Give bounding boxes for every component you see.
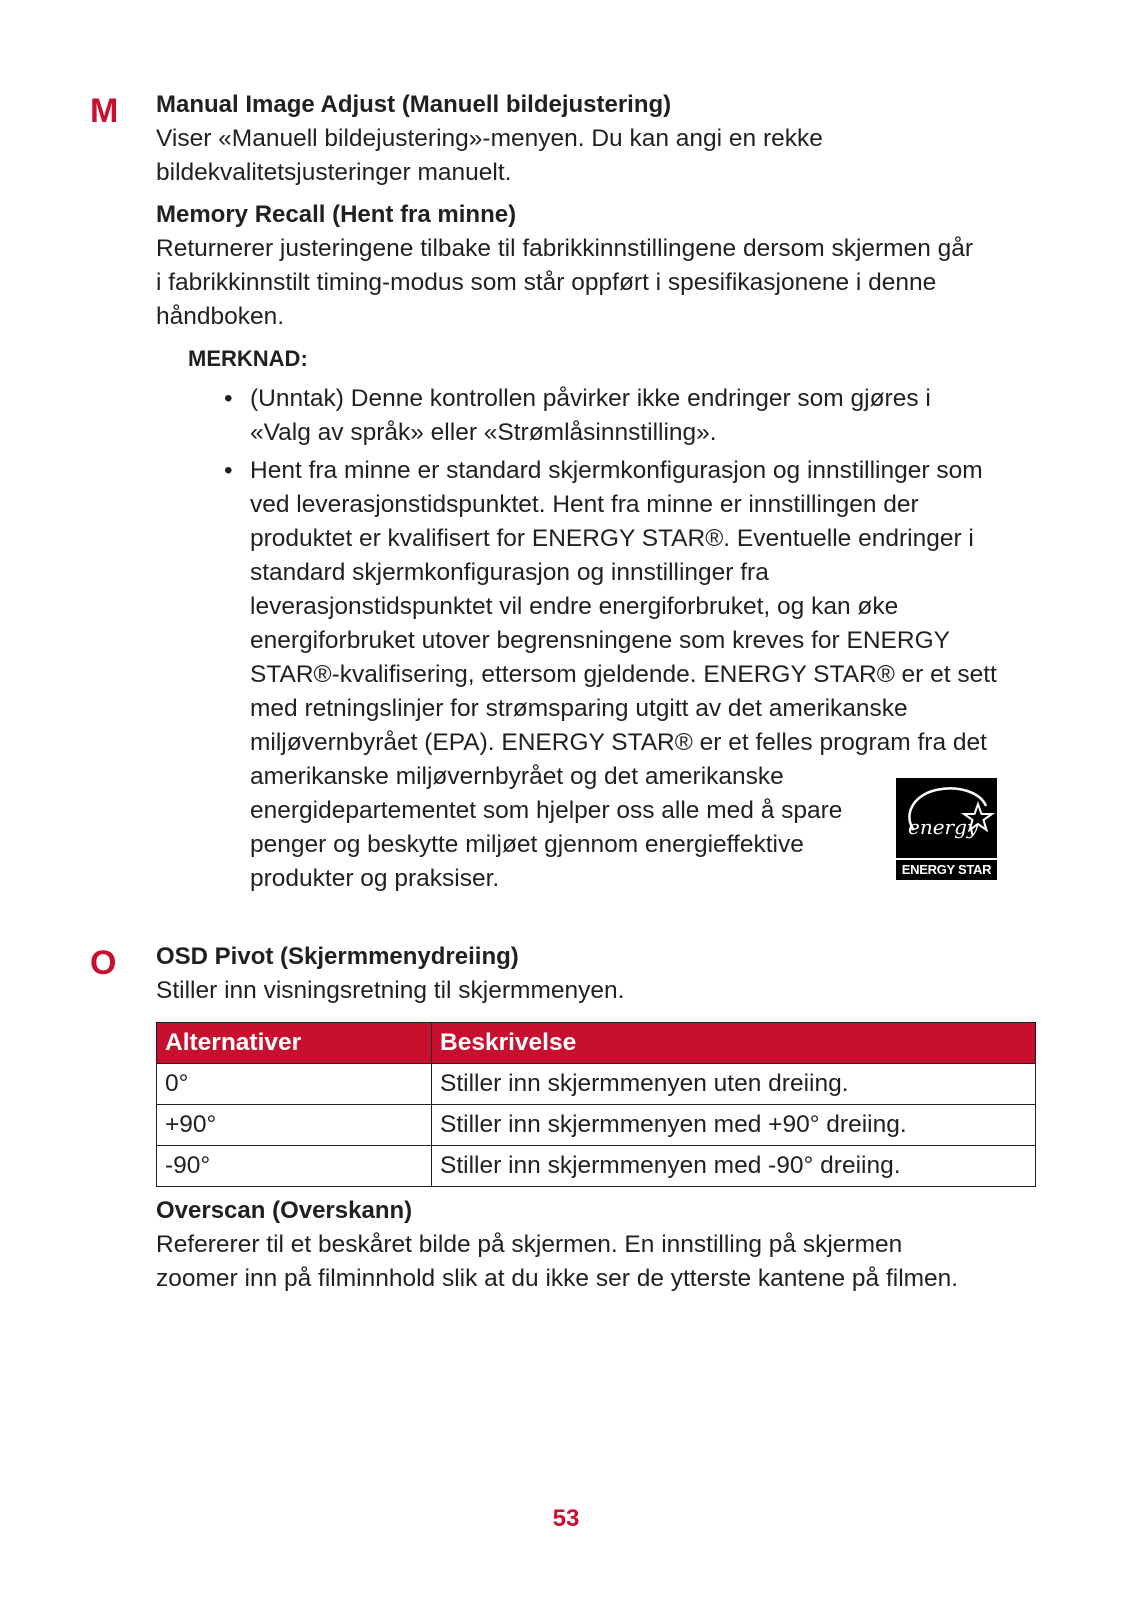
- bullet-line: penger og beskytte miljøet gjennom energieffektive: [250, 831, 804, 858]
- manual-image-adjust-entry: [156, 88, 1056, 190]
- bullet-line: miljøvernbyrået (EPA). ENERGY STAR® er et felles program fra det: [250, 729, 987, 756]
- bullet-line: standard skjermkonfigurasjon og innstillinger fra: [250, 559, 769, 586]
- bullet-line: (Unntak) Denne kontrollen påvirker ikke endringer som gjøres i: [250, 385, 931, 412]
- bullet-line: «Valg av språk» eller «Strømlåsinnstilling».: [250, 419, 717, 446]
- entry-title: Manual Image Adjust (Manuell bildejustering): [156, 91, 672, 118]
- entry-line: Refererer til et beskåret bilde på skjermen. En innstilling på skjermen: [156, 1231, 903, 1258]
- bullet-line: ved leverasjonstidspunktet. Hent fra minne er innstillingen der: [250, 491, 919, 518]
- entry-line: Stiller inn visningsretning til skjermmenyen.: [156, 977, 625, 1004]
- entry-line: håndboken.: [156, 303, 285, 330]
- table-row: [157, 1064, 1036, 1105]
- entry-line: i fabrikkinnstilt timing-modus som står oppført i spesifikasjonene i denne: [156, 269, 937, 296]
- energy-star-logo: [896, 778, 997, 880]
- bullet-line: Hent fra minne er standard skjermkonfigurasjon og innstillinger som: [250, 457, 983, 484]
- energy-star-caption: ENERGY STAR: [896, 858, 997, 880]
- table-cell: Stiller inn skjermmenyen med -90° dreiing.: [432, 1146, 1036, 1187]
- bullet-line: leverasjonstidspunktet vil endre energiforbruket, og kan øke: [250, 593, 899, 620]
- bullet-line: amerikanske miljøvernbyrået og det amerikanske: [250, 763, 784, 790]
- bullet-line: produkter og praksiser.: [250, 865, 500, 892]
- entry-title: Overscan (Overskann): [156, 1197, 413, 1224]
- entry-line: Returnerer justeringene tilbake til fabrikkinnstillingene dersom skjermen går: [156, 235, 974, 262]
- table-header-cell: Beskrivelse: [432, 1023, 1036, 1064]
- bullet-line: med retningslinjer for strømsparing utgitt av det amerikanske: [250, 695, 908, 722]
- table-header-cell: Alternativer: [157, 1023, 432, 1064]
- section-letter-o: O: [90, 944, 117, 982]
- entry-line: zoomer inn på filminnhold slik at du ikke ser de ytterste kantene på filmen.: [156, 1265, 959, 1292]
- section-letter-m: M: [90, 92, 119, 130]
- bullet-line: energidepartementet som hjelper oss alle med å spare: [250, 797, 843, 824]
- bullet-dot: •: [224, 385, 233, 412]
- logo-script: energy: [908, 815, 979, 839]
- options-table: [156, 1022, 1036, 1187]
- entry-title: OSD Pivot (Skjermmenydreiing): [156, 943, 519, 970]
- entry-title: Memory Recall (Hent fra minne): [156, 201, 517, 228]
- note-bullet: [224, 382, 1028, 450]
- bullet-dot: •: [224, 457, 233, 484]
- entry-line: Viser «Manuell bildejustering»-menyen. Du kan angi en rekke: [156, 125, 823, 152]
- bullet-line: energiforbruket utover begrensningene som kreves for ENERGY: [250, 627, 950, 654]
- bullet-line: produktet er kvalifisert for ENERGY STAR®. Eventuelle endringer i: [250, 525, 974, 552]
- table-cell: Stiller inn skjermmenyen med +90° dreiing.: [432, 1105, 1036, 1146]
- page-number: 53: [552, 1505, 580, 1532]
- table-cell: Stiller inn skjermmenyen uten dreiing.: [432, 1064, 1036, 1105]
- overscan-entry: [156, 1194, 1056, 1296]
- table-header-row: [157, 1023, 1036, 1064]
- table-row: [157, 1146, 1036, 1187]
- table-cell: +90°: [157, 1105, 432, 1146]
- osd-pivot-entry: [156, 940, 1056, 1008]
- memory-recall-entry: [156, 198, 1056, 334]
- entry-line: bildekvalitetsjusteringer manuelt.: [156, 159, 512, 186]
- table-row: [157, 1105, 1036, 1146]
- note-title: MERKNAD:: [188, 346, 308, 371]
- bullet-line: STAR®-kvalifisering, ettersom gjeldende. ENERGY STAR® er et sett: [250, 661, 997, 688]
- table-cell: -90°: [157, 1146, 432, 1187]
- energy-star-emblem-icon: [896, 778, 997, 858]
- table-cell: 0°: [157, 1064, 432, 1105]
